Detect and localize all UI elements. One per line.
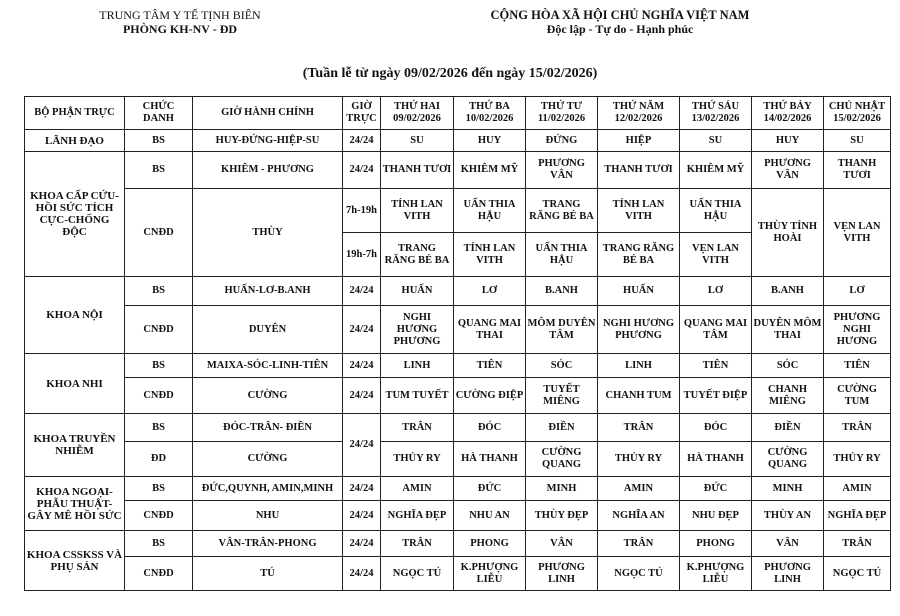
header-day	[381, 97, 454, 130]
duty-roster-table	[24, 96, 891, 591]
header-title: CHỨC DANH	[125, 97, 193, 130]
duty-cell: LƠ	[454, 277, 526, 306]
dept-cell: KHOA CẤP CỨU-HỒI SỨC TÍCH CỰC-CHỐNG ĐỘC	[25, 152, 125, 277]
duty-cell: THANH TƯƠI	[598, 152, 680, 189]
duty-cell: ĐỨC	[454, 477, 526, 501]
duty-cell: NGỌC TÚ	[598, 557, 680, 591]
shift-cell: 7h-19h	[343, 189, 381, 233]
table-row	[25, 414, 891, 442]
shift-cell: 24/24	[343, 152, 381, 189]
shift-cell: 24/24	[343, 354, 381, 378]
duty-cell: TUYẾT MIÊNG	[526, 378, 598, 414]
shift-cell: 24/24	[343, 477, 381, 501]
duty-cell: HÀ THANH	[680, 442, 752, 477]
duty-cell: LINH	[598, 354, 680, 378]
duty-cell: VÂN	[752, 531, 824, 557]
duty-cell: THANH TƯƠI	[381, 152, 454, 189]
duty-cell: TRÂN	[381, 531, 454, 557]
office-cell: CƯỜNG	[193, 442, 343, 477]
duty-cell: PHƯƠNG LINH	[526, 557, 598, 591]
shift-cell: 24/24	[343, 414, 381, 477]
dept-cell: LÃNH ĐẠO	[25, 130, 125, 152]
table-row	[25, 477, 891, 501]
duty-cell: HUẤN	[381, 277, 454, 306]
duty-cell: QUANG MAI TÂM	[680, 306, 752, 354]
table-header-row	[25, 97, 891, 130]
duty-cell: THÙY AN	[752, 501, 824, 531]
office-cell: MAIXA-SÓC-LINH-TIÊN	[193, 354, 343, 378]
duty-cell: SU	[680, 130, 752, 152]
title-cell: CNĐD	[125, 306, 193, 354]
dept-cell: KHOA NGOẠI-PHẪU THUẬT-GÂY MÊ HỒI SỨC	[25, 477, 125, 531]
title-cell: CNĐD	[125, 189, 193, 277]
duty-cell: AMIN	[381, 477, 454, 501]
office-cell: HUẤN-LƠ-B.ANH	[193, 277, 343, 306]
table-row	[25, 130, 891, 152]
title-cell: CNĐD	[125, 501, 193, 531]
office-cell: TÚ	[193, 557, 343, 591]
duty-cell: MÔM DUYÊN TÂM	[526, 306, 598, 354]
organization-header	[60, 8, 300, 36]
duty-cell: UẨN THIA HẬU	[680, 189, 752, 233]
duty-cell: ĐỨNG	[526, 130, 598, 152]
duty-cell: TRÂN	[824, 531, 891, 557]
duty-cell: UẨN THIA HẬU	[454, 189, 526, 233]
duty-cell: ĐIỀN	[752, 414, 824, 442]
duty-cell: CƯỜNG ĐIỆP	[454, 378, 526, 414]
shift-cell: 19h-7h	[343, 233, 381, 277]
duty-cell: ĐÓC	[680, 414, 752, 442]
table-row	[25, 531, 891, 557]
day-date: 15/02/2026	[833, 113, 881, 124]
duty-cell: NGHĨA AN	[598, 501, 680, 531]
header-day	[824, 97, 891, 130]
duty-cell: CƯỜNG TUM	[824, 378, 891, 414]
duty-cell: TRANG RĂNG BÉ BA	[526, 189, 598, 233]
day-date: 10/02/2026	[465, 113, 514, 124]
duty-cell: QUANG MAI THAI	[454, 306, 526, 354]
duty-cell: HUẤN	[598, 277, 680, 306]
title-cell: BS	[125, 277, 193, 306]
duty-cell: TRÂN	[598, 531, 680, 557]
duty-cell: LƠ	[680, 277, 752, 306]
title-cell: CNĐD	[125, 557, 193, 591]
duty-cell: ĐỨC	[680, 477, 752, 501]
day-date: 11/02/2026	[537, 113, 586, 124]
header-day	[454, 97, 526, 130]
day-date: 14/02/2026	[763, 113, 812, 124]
duty-cell: TIÊN	[824, 354, 891, 378]
duty-cell: AMIN	[598, 477, 680, 501]
day-date: 09/02/2026	[393, 113, 441, 124]
day-name: THỨ BẢY	[763, 101, 812, 112]
shift-cell: 24/24	[343, 378, 381, 414]
dept-cell: KHOA TRUYỀN NHIỄM	[25, 414, 125, 477]
day-date: 13/02/2026	[691, 113, 740, 124]
day-date: 12/02/2026	[614, 113, 663, 124]
duty-cell: NGHI HƯƠNG PHƯƠNG	[381, 306, 454, 354]
duty-cell: HIỆP	[598, 130, 680, 152]
table-row	[25, 152, 891, 189]
duty-cell: CHANH TUM	[598, 378, 680, 414]
office-cell: NHU	[193, 501, 343, 531]
table-row	[25, 442, 891, 477]
day-name: THỨ NĂM	[612, 101, 665, 112]
duty-cell: VẸN LAN VITH	[824, 189, 891, 277]
shift-cell: 24/24	[343, 277, 381, 306]
duty-cell: B.ANH	[752, 277, 824, 306]
office-cell: ĐÓC-TRÂN- ĐIỀN	[193, 414, 343, 442]
duty-cell: SÓC	[752, 354, 824, 378]
duty-cell: HÀ THANH	[454, 442, 526, 477]
table-row	[25, 378, 891, 414]
duty-cell: NGỌC TÚ	[824, 557, 891, 591]
duty-cell: VẸN LAN VITH	[680, 233, 752, 277]
duty-cell: TRANG RĂNG BÉ BA	[381, 233, 454, 277]
national-title: CỘNG HÒA XÃ HỘI CHỦ NGHĨA VIỆT NAM	[490, 8, 750, 22]
duty-cell: SU	[824, 130, 891, 152]
organization-name: TRUNG TÂM Y TẾ TỊNH BIÊN	[99, 8, 261, 22]
duty-cell: THANH TƯƠI	[824, 152, 891, 189]
shift-cell: 24/24	[343, 306, 381, 354]
table-row	[25, 501, 891, 531]
duty-cell: TÍNH LAN VITH	[598, 189, 680, 233]
duty-cell: VÂN	[526, 531, 598, 557]
header-office-hours: GIỜ HÀNH CHÍNH	[193, 97, 343, 130]
duty-cell: TÍNH LAN VITH	[381, 189, 454, 233]
duty-cell: TUM TUYẾT	[381, 378, 454, 414]
duty-cell: PHƯƠNG VÂN	[752, 152, 824, 189]
duty-cell: CHANH MIÊNG	[752, 378, 824, 414]
shift-cell: 24/24	[343, 501, 381, 531]
shift-cell: 24/24	[343, 531, 381, 557]
header-dept: BỘ PHẬN TRỰC	[25, 97, 125, 130]
title-cell: ĐD	[125, 442, 193, 477]
duty-cell: TIÊN	[680, 354, 752, 378]
duty-cell: SU	[381, 130, 454, 152]
office-cell: DUYÊN	[193, 306, 343, 354]
duty-cell: UẨN THIA HẬU	[526, 233, 598, 277]
table-row	[25, 354, 891, 378]
week-title: (Tuần lễ từ ngày 09/02/2026 đến ngày 15/02/2026)	[302, 66, 598, 81]
day-name: THỨ BA	[469, 101, 510, 112]
duty-cell: K.PHƯỢNG LIỄU	[454, 557, 526, 591]
duty-cell: THỦY RY	[824, 442, 891, 477]
duty-cell: ĐIỀN	[526, 414, 598, 442]
duty-cell: NGHĨA ĐẸP	[824, 501, 891, 531]
title-cell: BS	[125, 130, 193, 152]
national-motto: Độc lập - Tự do - Hạnh phúc	[546, 22, 694, 36]
duty-cell: THỦY RY	[381, 442, 454, 477]
duty-cell: NHU AN	[454, 501, 526, 531]
day-name: THỨ SÁU	[691, 101, 740, 112]
duty-cell: PHONG	[454, 531, 526, 557]
duty-cell: CƯỜNG QUANG	[752, 442, 824, 477]
duty-cell: THỦY RY	[598, 442, 680, 477]
duty-cell: KHIÊM MỸ	[454, 152, 526, 189]
duty-cell: KHIÊM MỸ	[680, 152, 752, 189]
title-cell: BS	[125, 414, 193, 442]
header-day	[680, 97, 752, 130]
office-cell: CƯỜNG	[193, 378, 343, 414]
table-row	[25, 189, 891, 233]
duty-cell: AMIN	[824, 477, 891, 501]
duty-cell: NGHĨA ĐẸP	[381, 501, 454, 531]
duty-cell: DUYÊN MÔM THAI	[752, 306, 824, 354]
header-shift: GIỜ TRỰC	[343, 97, 381, 130]
duty-cell: LƠ	[824, 277, 891, 306]
duty-cell: PHƯƠNG VÂN	[526, 152, 598, 189]
office-cell: HUY-ĐỨNG-HIỆP-SU	[193, 130, 343, 152]
title-cell: CNĐD	[125, 378, 193, 414]
duty-cell: CƯỜNG QUANG	[526, 442, 598, 477]
duty-cell: TRÂN	[598, 414, 680, 442]
duty-cell: MINH	[526, 477, 598, 501]
title-cell: BS	[125, 477, 193, 501]
duty-cell: THÙY ĐẸP	[526, 501, 598, 531]
duty-cell: SÓC	[526, 354, 598, 378]
shift-cell: 24/24	[343, 130, 381, 152]
duty-cell: NGỌC TÚ	[381, 557, 454, 591]
office-cell: THÙY	[193, 189, 343, 277]
duty-cell: NGHI HƯƠNG PHƯƠNG	[598, 306, 680, 354]
duty-cell: LINH	[381, 354, 454, 378]
duty-cell: HUY	[454, 130, 526, 152]
table-row	[25, 557, 891, 591]
duty-cell: B.ANH	[526, 277, 598, 306]
duty-cell: TRÂN	[824, 414, 891, 442]
dept-cell: KHOA NỘI	[25, 277, 125, 354]
duty-cell: TUYẾT ĐIỆP	[680, 378, 752, 414]
duty-cell: TÍNH LAN VITH	[454, 233, 526, 277]
header-day	[598, 97, 680, 130]
table-row	[25, 277, 891, 306]
duty-cell: PHONG	[680, 531, 752, 557]
duty-cell: TRÂN	[381, 414, 454, 442]
duty-cell: THÙY TÍNH HOÀI	[752, 189, 824, 277]
title-cell: BS	[125, 531, 193, 557]
header-day	[526, 97, 598, 130]
day-name: THỨ TƯ	[540, 101, 583, 112]
duty-cell: PHƯƠNG NGHI HƯƠNG	[824, 306, 891, 354]
office-cell: ĐỨC,QUYNH, AMIN,MINH	[193, 477, 343, 501]
national-header	[440, 8, 800, 36]
title-cell: BS	[125, 354, 193, 378]
office-cell: KHIÊM - PHƯƠNG	[193, 152, 343, 189]
day-name: CHỦ NHẬT	[828, 101, 886, 112]
duty-cell: TRANG RĂNG BÉ BA	[598, 233, 680, 277]
duty-cell: PHƯƠNG LINH	[752, 557, 824, 591]
department-name: PHÒNG KH-NV - ĐD	[122, 22, 238, 36]
office-cell: VÂN-TRÂN-PHONG	[193, 531, 343, 557]
duty-cell: MINH	[752, 477, 824, 501]
dept-cell: KHOA CSSKSS VÀ PHỤ SẢN	[25, 531, 125, 591]
dept-cell: KHOA NHI	[25, 354, 125, 414]
title-cell: BS	[125, 152, 193, 189]
day-name: THỨ HAI	[394, 101, 440, 112]
table-row	[25, 306, 891, 354]
header-day	[752, 97, 824, 130]
shift-cell: 24/24	[343, 557, 381, 591]
duty-cell: ĐÓC	[454, 414, 526, 442]
duty-cell: HUY	[752, 130, 824, 152]
duty-cell: K.PHƯỢNG LIỄU	[680, 557, 752, 591]
duty-cell: NHU ĐẸP	[680, 501, 752, 531]
duty-cell: TIÊN	[454, 354, 526, 378]
